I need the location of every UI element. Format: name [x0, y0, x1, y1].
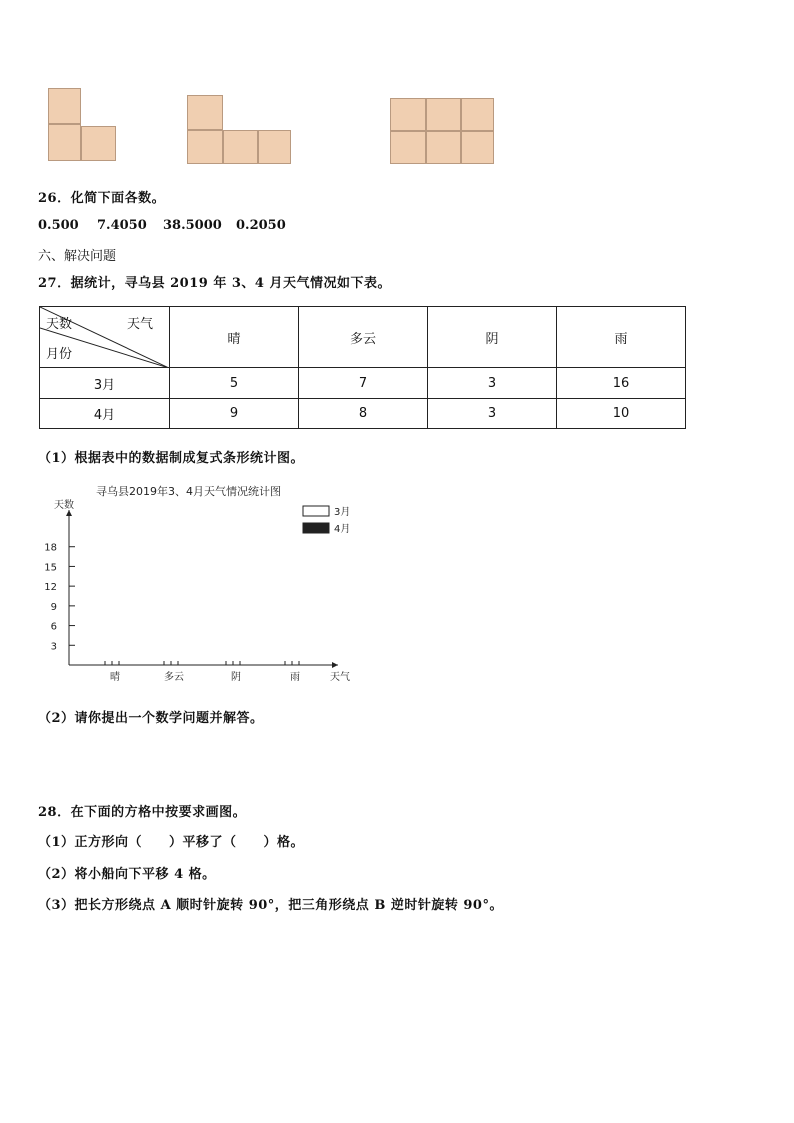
y-tick-label: 6 — [50, 621, 57, 633]
table-cell: 3 — [428, 399, 557, 429]
table-cell: 7 — [299, 368, 428, 399]
x-tick-label: 雨 — [290, 672, 300, 683]
tile — [390, 131, 426, 164]
question-27-sub2: （2）请你提出一个数学问题并解答。 — [38, 711, 264, 726]
corner-label-days: 天数 — [46, 317, 73, 332]
tile — [461, 98, 494, 131]
number-item: 38.5000 — [163, 218, 222, 233]
question-28-sub1: （1）正方形向（ ）平移了（ ）格。 — [38, 835, 305, 850]
y-tick-label: 15 — [44, 562, 57, 574]
section-6-title: 六、解决问题 — [38, 249, 117, 264]
tile — [48, 124, 81, 161]
corner-label-weather: 天气 — [127, 317, 154, 332]
table-header-row — [40, 307, 686, 368]
table-header-cell: 阴 — [428, 307, 557, 368]
tile — [390, 98, 426, 131]
table-header-cell: 晴 — [170, 307, 299, 368]
table-row-label: 4月 — [40, 399, 170, 429]
x-tick-label: 阴 — [231, 672, 241, 683]
table-header-cell: 雨 — [557, 307, 686, 368]
table-cell: 5 — [170, 368, 299, 399]
question-27-title: 27．据统计，寻乌县 2019 年 3、4 月天气情况如下表。 — [38, 276, 391, 291]
table-cell: 16 — [557, 368, 686, 399]
question-26-title: 26．化简下面各数。 — [38, 191, 166, 206]
x-tick-label: 多云 — [164, 672, 184, 683]
question-28-sub3: （3）把长方形绕点 A 顺时针旋转 90°，把三角形绕点 B 逆时针旋转 90°。 — [38, 898, 503, 913]
tile — [426, 98, 461, 131]
corner-label-month: 月份 — [46, 347, 73, 362]
y-tick-label: 9 — [50, 601, 57, 613]
table-cell: 8 — [299, 399, 428, 429]
x-axis-arrow — [332, 662, 338, 668]
tile — [223, 130, 258, 164]
question-27-sub1: （1）根据表中的数据制成复式条形统计图。 — [38, 451, 305, 466]
table-cell: 3 — [428, 368, 557, 399]
tile — [187, 130, 223, 164]
y-tick-label: 12 — [44, 582, 57, 594]
table-row-label: 3月 — [40, 368, 170, 399]
chart-title: 寻乌县2019年3、4月天气情况统计图 — [96, 485, 281, 498]
tile — [81, 126, 116, 161]
question-28-sub2: （2）将小船向下平移 4 格。 — [38, 867, 216, 882]
table-cell: 9 — [170, 399, 299, 429]
y-tick-label: 18 — [44, 542, 57, 554]
legend-label: 4月 — [334, 524, 351, 535]
tile — [187, 95, 223, 130]
weather-bar-chart — [0, 470, 400, 690]
y-axis-label: 天数 — [54, 500, 74, 511]
legend-label: 3月 — [334, 507, 351, 518]
table-row — [40, 368, 686, 399]
table-header-cell: 多云 — [299, 307, 428, 368]
number-item: 0.2050 — [236, 218, 286, 233]
weather-table — [39, 306, 686, 429]
tile — [258, 130, 291, 164]
table-cell: 10 — [557, 399, 686, 429]
legend-swatch — [303, 506, 329, 516]
table-corner-cell — [40, 307, 170, 368]
number-item: 7.4050 — [97, 218, 147, 233]
tile — [426, 131, 461, 164]
x-tick-label: 晴 — [110, 672, 120, 683]
tile — [48, 88, 81, 124]
y-tick-label: 3 — [50, 641, 57, 653]
legend-swatch — [303, 523, 329, 533]
tile — [461, 131, 494, 164]
number-item: 0.500 — [38, 218, 79, 233]
question-28-title: 28．在下面的方格中按要求画图。 — [38, 805, 247, 820]
table-row — [40, 399, 686, 429]
x-axis-label: 天气 — [330, 672, 350, 683]
